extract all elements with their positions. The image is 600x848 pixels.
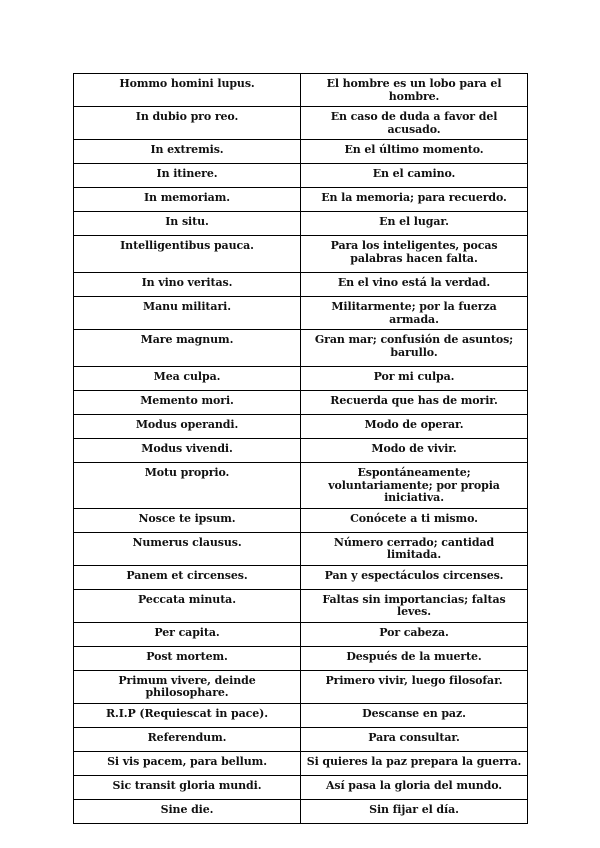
table-row [74, 297, 528, 330]
table-row [74, 367, 528, 391]
latin-cell: Mea culpa. [74, 367, 301, 391]
table-row [74, 751, 528, 775]
table-row [74, 775, 528, 799]
spanish-cell: Por mi culpa. [301, 367, 528, 391]
spanish-cell: Por cabeza. [301, 622, 528, 646]
spanish-cell: Para consultar. [301, 727, 528, 751]
table-row [74, 670, 528, 703]
spanish-cell: Sin fijar el día. [301, 799, 528, 823]
spanish-cell: En el camino. [301, 164, 528, 188]
spanish-cell: Después de la muerte. [301, 646, 528, 670]
latin-cell: Sic transit gloria mundi. [74, 775, 301, 799]
latin-cell: Sine die. [74, 799, 301, 823]
spanish-cell: Descanse en paz. [301, 703, 528, 727]
table-row [74, 415, 528, 439]
spanish-cell: Así pasa la gloria del mundo. [301, 775, 528, 799]
latin-phrases-table [73, 73, 528, 824]
table-row [74, 508, 528, 532]
latin-cell: In memoriam. [74, 188, 301, 212]
table-row [74, 799, 528, 823]
spanish-cell: Gran mar; confusión de asuntos; barullo. [301, 330, 528, 367]
latin-cell: Intelligentibus pauca. [74, 236, 301, 273]
latin-cell: Numerus clausus. [74, 532, 301, 565]
latin-cell: In vino veritas. [74, 273, 301, 297]
spanish-cell: Faltas sin importancias; faltas leves. [301, 589, 528, 622]
latin-cell: Peccata minuta. [74, 589, 301, 622]
latin-cell: In dubio pro reo. [74, 107, 301, 140]
latin-cell: Memento mori. [74, 391, 301, 415]
table-row [74, 107, 528, 140]
latin-cell: Post mortem. [74, 646, 301, 670]
table-row [74, 330, 528, 367]
spanish-cell: En la memoria; para recuerdo. [301, 188, 528, 212]
spanish-cell: Militarmente; por la fuerza armada. [301, 297, 528, 330]
table-row [74, 140, 528, 164]
spanish-cell: Para los inteligentes, pocas palabras hacen falta. [301, 236, 528, 273]
latin-cell: Referendum. [74, 727, 301, 751]
table-row [74, 212, 528, 236]
table-row [74, 727, 528, 751]
latin-cell: Modus vivendi. [74, 439, 301, 463]
table-row [74, 439, 528, 463]
latin-cell: Mare magnum. [74, 330, 301, 367]
spanish-cell: Primero vivir, luego filosofar. [301, 670, 528, 703]
spanish-cell: Espontáneamente; voluntariamente; por propia iniciativa. [301, 463, 528, 509]
table-row [74, 646, 528, 670]
latin-cell: Manu militari. [74, 297, 301, 330]
table-row [74, 391, 528, 415]
latin-cell: Primum vivere, deinde philosophare. [74, 670, 301, 703]
latin-cell: Hommo homini lupus. [74, 74, 301, 107]
spanish-cell: Modo de operar. [301, 415, 528, 439]
spanish-cell: El hombre es un lobo para el hombre. [301, 74, 528, 107]
spanish-cell: En el último momento. [301, 140, 528, 164]
spanish-cell: En el vino está la verdad. [301, 273, 528, 297]
table-row [74, 188, 528, 212]
latin-cell: Per capita. [74, 622, 301, 646]
latin-cell: Si vis pacem, para bellum. [74, 751, 301, 775]
latin-cell: In situ. [74, 212, 301, 236]
table-body [74, 74, 528, 824]
table-row [74, 532, 528, 565]
spanish-cell: Número cerrado; cantidad limitada. [301, 532, 528, 565]
spanish-cell: Modo de vivir. [301, 439, 528, 463]
spanish-cell: Si quieres la paz prepara la guerra. [301, 751, 528, 775]
latin-cell: In extremis. [74, 140, 301, 164]
table-row [74, 236, 528, 273]
table-row [74, 74, 528, 107]
latin-cell: In itinere. [74, 164, 301, 188]
latin-cell: Nosce te ipsum. [74, 508, 301, 532]
latin-cell: Motu proprio. [74, 463, 301, 509]
latin-cell: R.I.P (Requiescat in pace). [74, 703, 301, 727]
table-row [74, 589, 528, 622]
table-row [74, 565, 528, 589]
spanish-cell: Conócete a ti mismo. [301, 508, 528, 532]
spanish-cell: En el lugar. [301, 212, 528, 236]
latin-cell: Modus operandi. [74, 415, 301, 439]
table-row [74, 703, 528, 727]
table-row [74, 273, 528, 297]
table-row [74, 164, 528, 188]
spanish-cell: En caso de duda a favor del acusado. [301, 107, 528, 140]
table-row [74, 622, 528, 646]
spanish-cell: Pan y espectáculos circenses. [301, 565, 528, 589]
table-row [74, 463, 528, 509]
latin-cell: Panem et circenses. [74, 565, 301, 589]
spanish-cell: Recuerda que has de morir. [301, 391, 528, 415]
